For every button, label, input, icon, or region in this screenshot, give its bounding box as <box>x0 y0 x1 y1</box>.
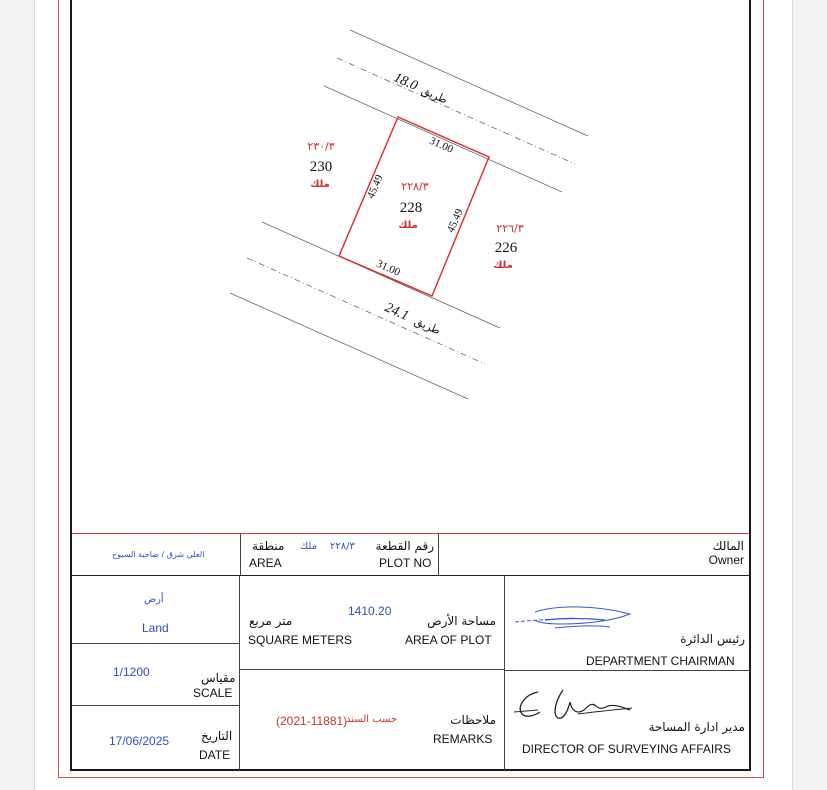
scale-date-divider <box>72 705 239 706</box>
road-top-label <box>391 70 450 107</box>
neighbor-right-number: 226 <box>494 240 518 256</box>
road-top-width: 18.0 <box>391 70 420 94</box>
chairman-label-ar: رئيس الدائرة <box>680 632 745 646</box>
plot-type: ملك <box>398 220 418 231</box>
road-bottom-edge-1 <box>262 222 500 328</box>
neighbor-left-arabic-number: ٢٣٠/٣ <box>307 140 335 153</box>
owner-label-en: Owner <box>708 553 744 567</box>
plotno-label-ar: رقم القطعة <box>375 539 434 553</box>
owner-label-ar: المالك <box>712 539 744 553</box>
unit-label-en: SQUARE METERS <box>248 633 353 647</box>
area-value: العلي شرق / ضاحية السيوح <box>112 550 205 559</box>
road-top-centerline <box>337 58 575 164</box>
land-label-en: Land <box>142 621 169 635</box>
scale-label-ar: مقياس <box>201 671 236 685</box>
road-bottom-width: 24.1 <box>382 300 411 325</box>
road-top-edge-1 <box>350 30 588 136</box>
director-label-ar: مدير ادارة المساحة <box>648 720 745 734</box>
neighbor-left-type: ملك <box>310 179 330 190</box>
date-label-ar: التاريخ <box>201 729 233 743</box>
chairman-label-en: DEPARTMENT CHAIRMAN <box>586 654 735 668</box>
area-of-plot-label-ar: مساحة الأرض <box>427 614 496 628</box>
area-of-plot-value: 1410.20 <box>348 604 392 618</box>
land-scale-divider <box>72 643 239 644</box>
road-bottom-centerline <box>247 258 485 364</box>
plot-bottom-dimension: 31.00 <box>374 257 402 279</box>
area-remarks-divider <box>240 669 504 670</box>
road-bottom-edge-2 <box>230 293 468 399</box>
land-label-ar: أرض <box>144 594 164 605</box>
plotno-cell-divider <box>438 534 439 575</box>
remarks-label-en: REMARKS <box>433 732 493 746</box>
remarks-label-ar: ملاحظات <box>450 713 496 727</box>
left-column-divider <box>239 576 240 770</box>
area-of-plot-label-en: AREA OF PLOT <box>405 633 492 647</box>
chairman-director-divider <box>505 670 749 671</box>
director-signature <box>508 684 638 729</box>
plot-top-dimension: 31.00 <box>427 134 455 156</box>
table-row-divider <box>72 575 749 576</box>
scale-value: 1/1200 <box>113 665 150 679</box>
area-label-ar: منطقة <box>252 539 285 553</box>
road-bottom-label <box>382 300 443 338</box>
road-bottom-prefix: طريق <box>412 314 443 338</box>
unit-label-ar: متر مربع <box>249 614 293 628</box>
director-label-en: DIRECTOR OF SURVEYING AFFAIRS <box>522 742 731 756</box>
remarks-value-prefix: حسب السند <box>346 714 398 725</box>
plotno-type: ملك <box>300 541 318 552</box>
plot-left-dimension: 45.49 <box>364 173 386 201</box>
area-cell-divider <box>240 534 241 575</box>
neighbor-right-type: ملك <box>493 260 513 271</box>
neighbor-right-arabic-number: ٢٢٦/٣ <box>496 222 524 235</box>
chairman-signature <box>505 600 645 640</box>
road-top-prefix: طريق <box>419 83 450 107</box>
date-label-en: DATE <box>199 748 231 762</box>
plotno-value: ٢٢٨/٣ <box>330 541 355 552</box>
plot-number: 228 <box>399 200 423 216</box>
date-value: 17/06/2025 <box>109 734 170 748</box>
neighbor-left-number: 230 <box>309 159 333 175</box>
scale-label-en: SCALE <box>193 686 233 700</box>
table-top-red-line <box>72 533 749 534</box>
plotno-label-en: PLOT NO <box>379 556 432 570</box>
plot-right-dimension: 45.49 <box>444 207 466 235</box>
remarks-value-ref: (2021-11881) <box>276 714 348 728</box>
area-label-en: AREA <box>249 556 282 570</box>
plot-arabic-number: ٢٢٨/٣ <box>401 180 429 193</box>
